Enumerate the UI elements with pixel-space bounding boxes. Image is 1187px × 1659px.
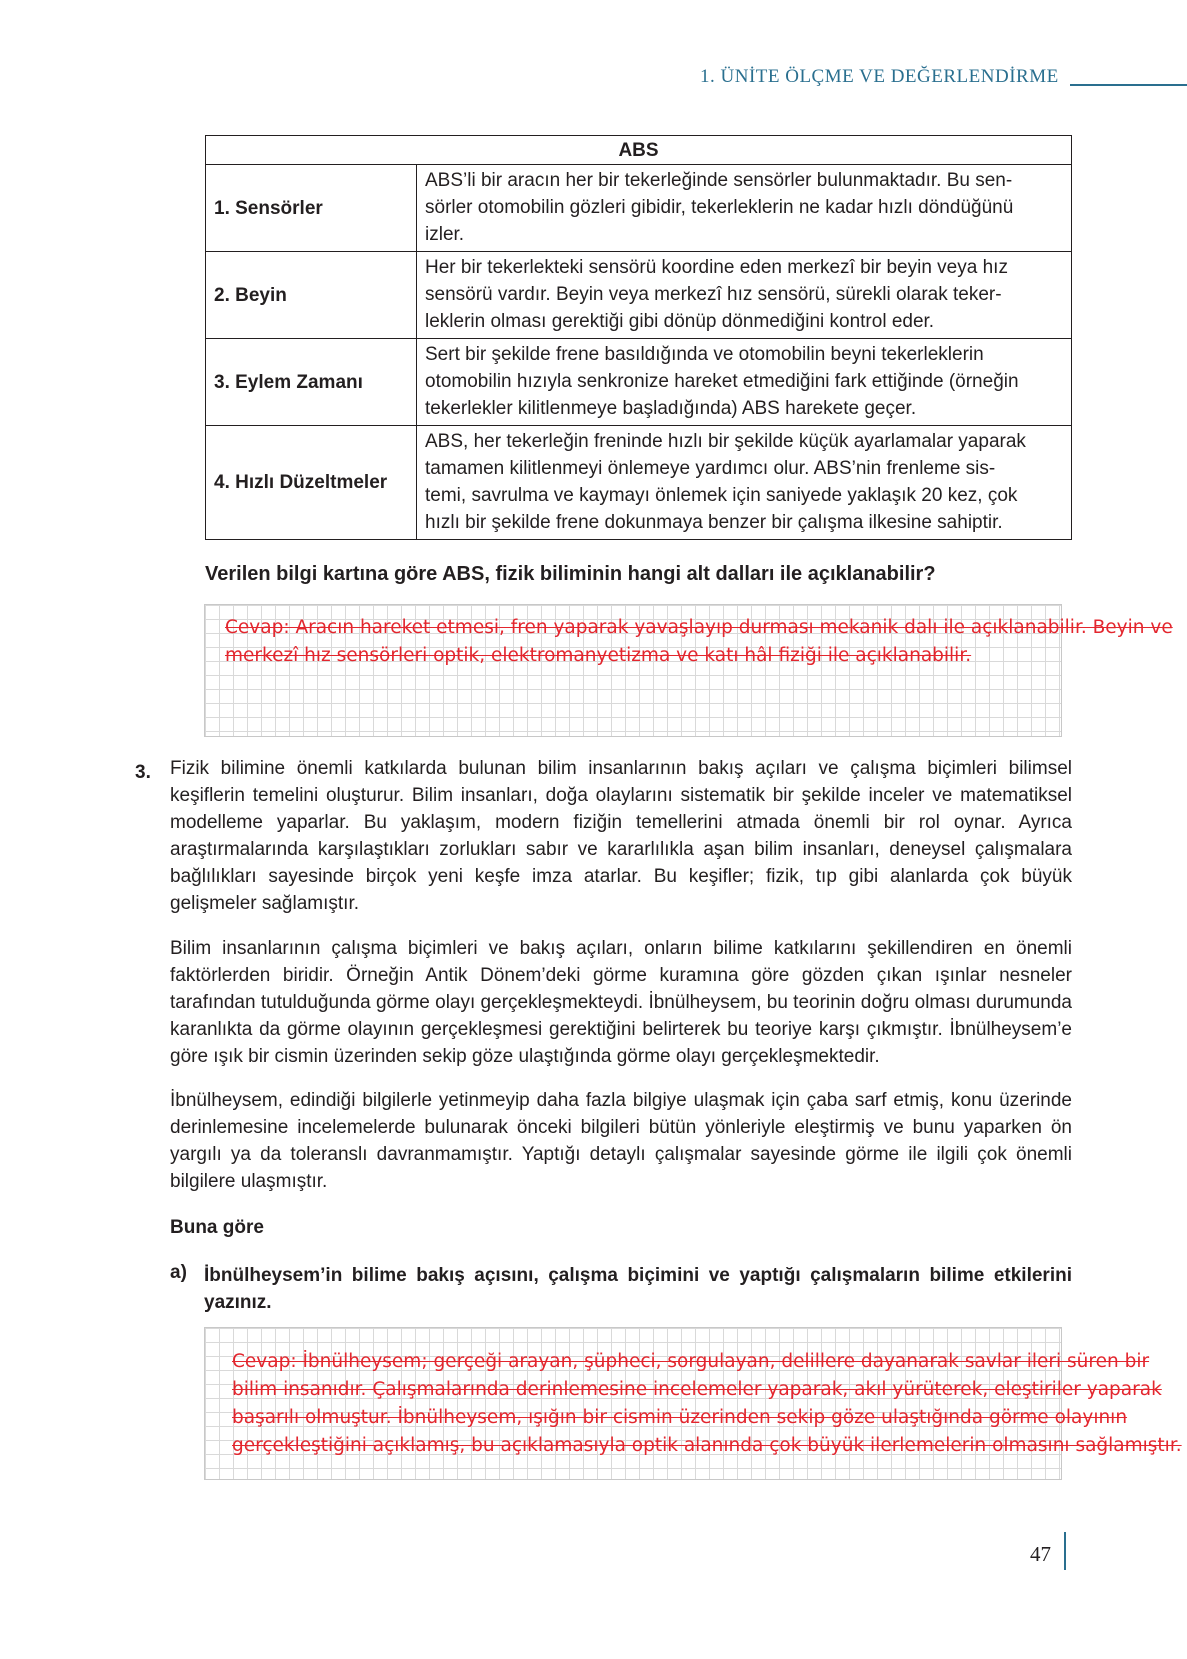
desc-line: Sert bir şekilde frene basıldığında ve otomobilin beyni tekerleklerin [425, 344, 984, 365]
desc-line: leklerin olması gerektiği gibi dönüp dönmediğini kontrol eder. [425, 311, 935, 332]
table-term: 1. Sensörler [206, 165, 417, 252]
table-description [417, 252, 1072, 339]
paragraph: Fizik bilimine önemli katkılarda bulunan bilim insanlarının bakış açıları ve çalışma biçimleri bilimsel keşiflerin temelini oluşturur. Bilim insanları, doğa olaylarını sistematik bir şekilde inceler ve matematiksel modelleme yaparlar. Bu yaklaşım, modern fiziğin temellerini atmada önemli bir rol oynar. Ayrıca araştırmalarında karşılaştıkları zorlukları sabır ve kararlılıkla aşan bilim insanları, deneysel çalışmalara bağlılıkları sayesinde birçok yeni keşfe imza atarlar. Bu keşifler; fizik, tıp gibi alanlarda çok büyük gelişmeler sağlamıştır. [170, 758, 1072, 914]
answer-text [232, 1348, 1182, 1460]
desc-line: otomobilin hızıyla senkronize hareket etmediğini fark ettiğinde (örneğin [425, 371, 1019, 392]
answer-line: gerçekleştiğini açıklamış, bu açıklamasıyla optik alanında çok büyük ilerlemelerin olmasını sağlamıştır. [232, 1435, 1182, 1456]
unit-header: 1. ÜNİTE ÖLÇME VE DEĞERLENDİRME [700, 66, 1059, 87]
desc-line: ABS, her tekerleğin freninde hızlı bir şekilde küçük ayarlamalar yaparak [425, 431, 1026, 452]
table-description [417, 339, 1072, 426]
table-description [417, 426, 1072, 540]
answer-line: Cevap: Aracın hareket etmesi, fren yaparak yavaşlayıp durması mekanik dalı ile açıklanabilir. Beyin ve [225, 617, 1173, 638]
desc-line: hızlı bir şekilde frene dokunmaya benzer bir çalışma ilkesine sahiptir. [425, 512, 1003, 533]
table-term: 3. Eylem Zamanı [206, 339, 417, 426]
answer-line: Cevap: İbnülheysem; gerçeği arayan, şüpheci, sorgulayan, delillere dayanarak savlar ileri süren bir [232, 1351, 1150, 1372]
answer-line: merkezî hız sensörleri optik, elektromanyetizma ve katı hâl fiziği ile açıklanabilir. [225, 645, 972, 666]
desc-line: izler. [425, 224, 465, 245]
answer-text [225, 614, 1173, 670]
desc-line: temi, savrulma ve kaymayı önlemek için saniyede yaklaşık 20 kez, çok [425, 485, 1018, 506]
sub-question-label: a) [170, 1262, 187, 1283]
table-title: ABS [206, 136, 1072, 165]
table-row [206, 252, 1072, 339]
paragraph: Bilim insanlarının çalışma biçimleri ve bakış açıları, onların bilime katkılarını şekillendiren en önemli faktörlerden biridir. Örneğin Antik Dönem’deki görme kuramına göre gözden çıkan ışınlar nesneler tarafından tutulduğunda görme olayı gerçekleşmekteydi. İbnülheysem, bu teorinin doğru olması durumunda karanlıkta da görme olayının gerçekleşmesi gerektiğini belirterek bu teoriye karşı çıkmıştır. İbnülheysem’e göre ışık bir cismin üzerinden sekip göze ulaştığında görme olayı gerçekleşmektedir. [170, 938, 1072, 1067]
table-row [206, 339, 1072, 426]
desc-line: tamamen kilitlenmeyi önlemeye yardımcı olur. ABS’nin frenleme sis- [425, 458, 996, 479]
sub-question-text: İbnülheysem’in bilime bakış açısını, çalışma biçimini ve yaptığı çalışmaların bilime etkilerini yazınız. [204, 1265, 1072, 1313]
answer-line: başarılı olmuştur. İbnülheysem, ışığın bir cismin üzerinden sekip göze ulaştığında görme olayının [232, 1407, 1128, 1428]
desc-line: sensörü vardır. Beyin veya merkezî hız sensörü, sürekli olarak teker- [425, 284, 1002, 305]
question-number: 3. [135, 762, 151, 783]
desc-line: ABS’li bir aracın her bir tekerleğinde sensörler bulunmaktadır. Bu sen- [425, 170, 1013, 191]
table-row [206, 165, 1072, 252]
table-term: 2. Beyin [206, 252, 417, 339]
page-number-rule [1064, 1532, 1066, 1570]
table-term: 4. Hızlı Düzeltmeler [206, 426, 417, 540]
header-rule [1070, 84, 1187, 86]
lead-text: Buna göre [170, 1217, 264, 1238]
question-abs: Verilen bilgi kartına göre ABS, fizik biliminin hangi alt dalları ile açıklanabilir? [205, 563, 936, 585]
paragraph: İbnülheysem, edindiği bilgilerle yetinmeyip daha fazla bilgiye ulaşmak için çaba sarf etmiş, konu üzerinde derinlemesine incelemelerde bulunarak önceki bilgileri bütün yönleriyle eleştirmiş ve bunu yaparken ön yargılı ya da toleranslı davranmamıştır. Yaptığı detaylı çalışmalar sayesinde görme ile ilgili çok önemli bilgilere ulaşmıştır. [170, 1090, 1072, 1192]
table-row [206, 426, 1072, 540]
desc-line: tekerlekler kilitlenmeye başladığında) ABS harekete geçer. [425, 398, 917, 419]
page-number: 47 [1030, 1542, 1051, 1566]
desc-line: Her bir tekerlekteki sensörü koordine eden merkezî bir beyin veya hız [425, 257, 1008, 278]
answer-line: bilim insanıdır. Çalışmalarında derinlemesine incelemeler yaparak, akıl yürüterek, eleştiriler yaparak [232, 1379, 1162, 1400]
abs-info-table [205, 135, 1072, 540]
table-description [417, 165, 1072, 252]
desc-line: sörler otomobilin gözleri gibidir, tekerleklerin ne kadar hızlı döndüğünü [425, 197, 1014, 218]
